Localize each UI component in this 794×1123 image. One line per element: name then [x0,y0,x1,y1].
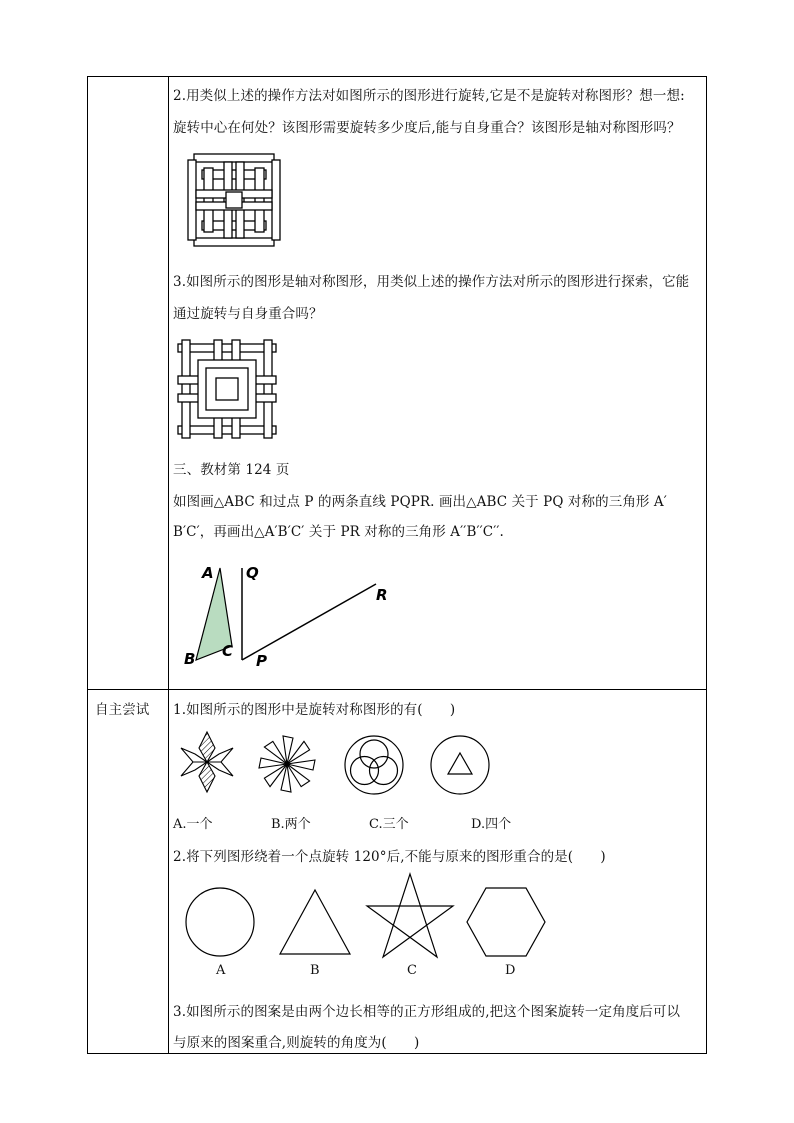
q1-option-a: A.一个 [173,817,213,832]
circle-figure-a [184,886,256,958]
label-a: A [202,564,214,582]
label-b: B [184,650,196,668]
q2-line1: 2.用类似上述的操作方法对如图所示的图形进行旋转,它是不是旋转对称图形？想一想: [173,88,685,104]
row-divider [88,689,706,690]
column-divider [168,77,169,1053]
q3-line1: 3.如图所示的图形是轴对称图形，用类似上述的操作方法对所示的图形进行探索，它能 [173,274,690,290]
woven-lattice-figure-1 [184,150,284,250]
textbook-task-line2: B′C′，再画出△A′B′C′ 关于 PR 对称的三角形 A′′B′′C′′. [173,524,504,540]
pinwheel-figure [254,731,320,797]
label-r: R [376,586,388,604]
q1-option-d: D.四个 [471,817,512,832]
textbook-heading: 三、教材第 124 页 [173,462,290,478]
label-c: C [222,642,234,660]
row-label: 自主尝试 [95,702,150,718]
sec2-q3-line1: 3.如图所示的图案是由两个边长相等的正方形组成的,把这个图案旋转一定角度后可以 [173,1004,681,1020]
q1-option-b: B.两个 [271,817,311,832]
trefoil-circle-figure [343,734,405,796]
sec2-q2: 2.将下列图形绕着一个点旋转 120°后,不能与原来的图形重合的是( ) [173,849,606,865]
hexagon-figure-d [466,886,546,958]
q2-label-b: B [310,963,320,978]
rhombus-star-figure [172,727,242,797]
line-pr [242,584,376,660]
q2-label-c: C [407,963,417,978]
circle-triangle-figure [429,734,491,796]
triangle-figure-b [278,888,352,956]
sec2-q3-line2: 与原来的图案重合,则旋转的角度为( ) [173,1035,420,1051]
q3-line2: 通过旋转与自身重合吗？ [173,306,323,322]
label-p: P [256,652,267,670]
label-q: Q [246,564,259,582]
triangle-reflection-figure [180,560,400,672]
q2-label-a: A [216,963,226,978]
woven-lattice-figure-2 [176,338,278,440]
star-figure-c [364,872,456,960]
sec2-q1: 1.如图所示的图形中是旋转对称图形的有( ) [173,702,456,718]
q2-line2: 旋转中心在何处？该图形需要旋转多少度后,能与自身重合？该图形是轴对称图形吗？ [173,120,681,136]
q1-option-c: C.三个 [369,817,409,832]
q2-label-d: D [505,963,516,978]
textbook-task-line1: 如图画△ABC 和过点 P 的两条直线 PQPR. 画出△ABC 关于 PQ 对称的三角形 A′ [173,494,667,510]
